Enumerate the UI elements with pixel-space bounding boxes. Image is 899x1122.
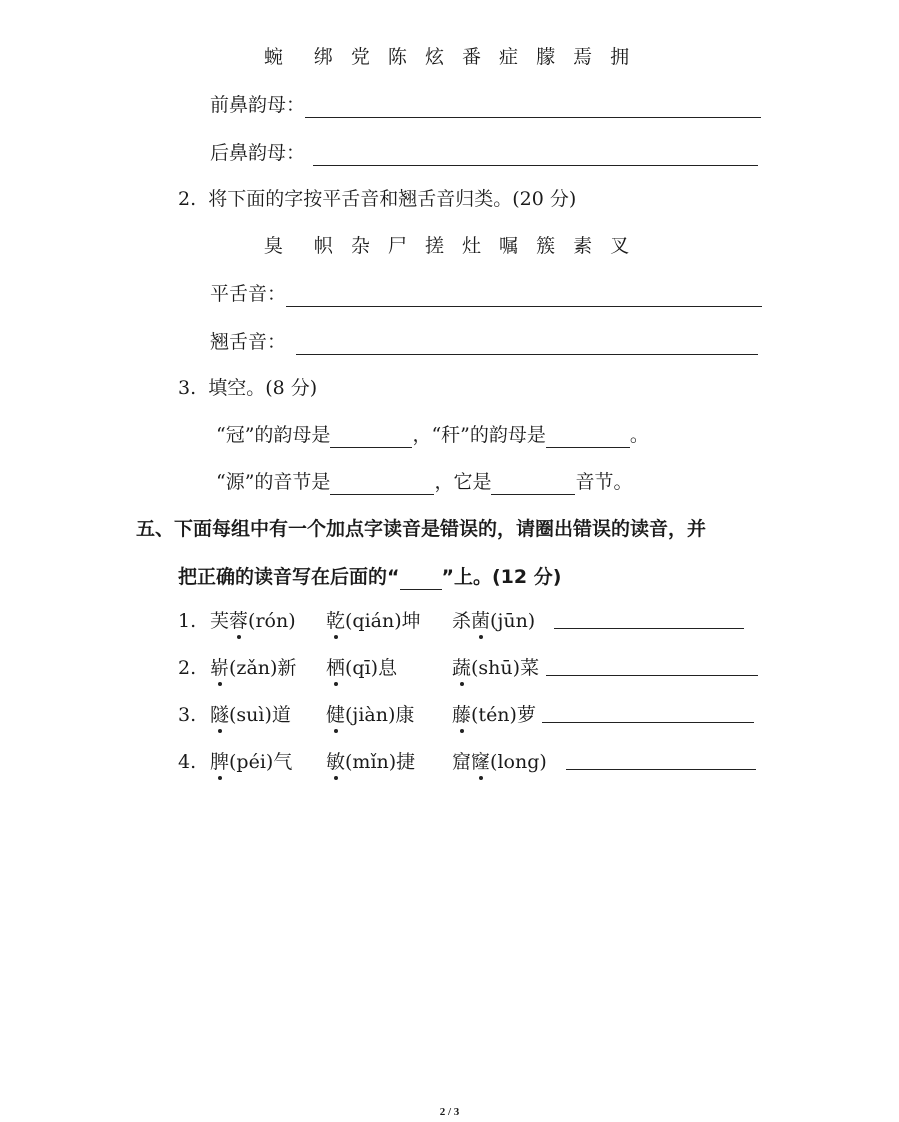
word-b-pinyin[interactable]: (qián) bbox=[345, 610, 402, 632]
q3-guan-blank[interactable] bbox=[330, 427, 412, 448]
row-4-answer-blank[interactable] bbox=[566, 749, 756, 770]
word-b-dotted-char: 敏 bbox=[326, 751, 346, 773]
word-c bbox=[452, 749, 547, 775]
q3-type-blank[interactable] bbox=[491, 474, 575, 495]
row-3-answer-blank[interactable] bbox=[542, 702, 754, 723]
word-c bbox=[452, 655, 539, 681]
word-a-pre: 芙 bbox=[210, 610, 230, 632]
q3-yuan-blank[interactable] bbox=[330, 474, 434, 495]
word-b-post: 息 bbox=[378, 657, 398, 679]
word-b-dotted-char: 健 bbox=[326, 704, 346, 726]
word-c-dotted-char: 窿 bbox=[471, 751, 491, 773]
q2-number: 2. bbox=[178, 188, 197, 210]
row-number: 4. bbox=[178, 751, 197, 773]
q3-text: 填空。(8 分) bbox=[208, 377, 318, 399]
word-b bbox=[326, 608, 421, 634]
row-number: 1. bbox=[178, 610, 197, 632]
word-b-post: 康 bbox=[395, 704, 415, 726]
word-c-pre: 窟 bbox=[452, 751, 472, 773]
front-nasal-row bbox=[210, 92, 761, 118]
pinyin-row-2 bbox=[178, 655, 778, 685]
row-number: 3. bbox=[178, 704, 197, 726]
word-a bbox=[210, 608, 296, 634]
word-b-pinyin[interactable]: (jiàn) bbox=[345, 704, 396, 726]
word-b bbox=[326, 655, 397, 681]
front-nasal-label: 前鼻韵母： bbox=[210, 94, 306, 116]
q2-heading bbox=[178, 186, 576, 212]
word-c-pinyin[interactable]: (shū) bbox=[471, 657, 521, 679]
word-b-post: 捷 bbox=[396, 751, 416, 773]
word-a bbox=[210, 702, 291, 728]
section5-title-part-b: ”上。(12 分) bbox=[441, 566, 562, 588]
word-b-dotted-char: 栖 bbox=[326, 657, 346, 679]
q3-gan-blank[interactable] bbox=[546, 427, 630, 448]
back-nasal-answer-blank[interactable] bbox=[313, 145, 758, 166]
word-c bbox=[452, 702, 536, 728]
row-number: 2. bbox=[178, 657, 197, 679]
q3-number: 3. bbox=[178, 377, 197, 399]
word-a-post: 气 bbox=[273, 751, 293, 773]
word-a bbox=[210, 655, 296, 681]
flat-tongue-row bbox=[210, 281, 762, 307]
section5-title-line2 bbox=[178, 564, 561, 590]
q3-heading bbox=[178, 375, 317, 401]
q3-yuan-prompt: “源”的音节是 bbox=[216, 471, 331, 493]
q3-guan-prompt: “冠”的韵母是 bbox=[216, 424, 331, 446]
word-c bbox=[452, 608, 535, 634]
word-c-post: 萝 bbox=[516, 704, 536, 726]
word-b-pinyin[interactable]: (mǐn) bbox=[345, 751, 397, 773]
q3-line1-end: 。 bbox=[629, 424, 649, 446]
word-b-dotted-char: 乾 bbox=[326, 610, 346, 632]
word-a-dotted-char: 蓉 bbox=[229, 610, 249, 632]
retroflex-label: 翘舌音： bbox=[210, 331, 287, 353]
front-nasal-answer-blank[interactable] bbox=[305, 97, 761, 118]
pinyin-row-3 bbox=[178, 702, 778, 732]
word-c-dotted-char: 藤 bbox=[452, 704, 472, 726]
word-b bbox=[326, 702, 414, 728]
section5-title-blank bbox=[400, 571, 442, 590]
row-2-answer-blank[interactable] bbox=[546, 655, 758, 676]
page-number: 2 / 3 bbox=[439, 1106, 460, 1118]
word-a-dotted-char: 隧 bbox=[210, 704, 230, 726]
word-c-pinyin[interactable]: (tén) bbox=[471, 704, 517, 726]
word-a-pinyin[interactable]: (zǎn) bbox=[229, 657, 278, 679]
row-1-answer-blank[interactable] bbox=[554, 608, 744, 629]
word-c-dotted-char: 菌 bbox=[471, 610, 491, 632]
word-b bbox=[326, 749, 415, 775]
word-a-pinyin[interactable]: (péi) bbox=[229, 751, 274, 773]
retroflex-row bbox=[210, 329, 758, 355]
q1-characters: 蜿 绑 党 陈 炫 番 症 朦 焉 拥 bbox=[263, 46, 636, 68]
word-c-pinyin[interactable]: (jūn) bbox=[490, 610, 536, 632]
word-a-dotted-char: 脾 bbox=[210, 751, 230, 773]
word-b-pinyin[interactable]: (qī) bbox=[345, 657, 379, 679]
retroflex-answer-blank[interactable] bbox=[296, 334, 758, 355]
word-c-pinyin[interactable]: (long) bbox=[490, 751, 547, 773]
q3-line-2 bbox=[216, 469, 632, 495]
q2-characters: 臭 帜 杂 尸 搓 灶 嘱 簇 素 叉 bbox=[263, 235, 636, 257]
q3-type-prompt: ，它是 bbox=[434, 471, 492, 493]
q3-line-1 bbox=[216, 422, 649, 448]
word-c-post: 菜 bbox=[520, 657, 540, 679]
word-a-post: 道 bbox=[271, 704, 291, 726]
flat-tongue-label: 平舌音： bbox=[210, 283, 287, 305]
word-a bbox=[210, 749, 292, 775]
word-c-pre: 杀 bbox=[452, 610, 472, 632]
word-a-pinyin[interactable]: (rón) bbox=[248, 610, 296, 632]
back-nasal-label: 后鼻韵母： bbox=[210, 142, 306, 164]
section5-title-line1: 五、下面每组中有一个加点字读音是错误的，请圈出错误的读音，并 bbox=[136, 518, 707, 540]
section5-title-part-a: 把正确的读音写在后面的“ bbox=[178, 566, 400, 588]
back-nasal-row bbox=[210, 140, 758, 166]
q3-gan-prompt: ，“秆”的韵母是 bbox=[412, 424, 546, 446]
word-a-dotted-char: 崭 bbox=[210, 657, 230, 679]
word-a-pinyin[interactable]: (suì) bbox=[229, 704, 272, 726]
word-a-post: 新 bbox=[277, 657, 297, 679]
q3-line2-end: 音节。 bbox=[575, 471, 633, 493]
word-b-post: 坤 bbox=[401, 610, 421, 632]
word-c-dotted-char: 蔬 bbox=[452, 657, 472, 679]
q2-text: 将下面的字按平舌音和翘舌音归类。(20 分) bbox=[208, 188, 577, 210]
flat-tongue-answer-blank[interactable] bbox=[286, 286, 762, 307]
pinyin-row-4 bbox=[178, 749, 778, 779]
pinyin-row-1 bbox=[178, 608, 778, 638]
